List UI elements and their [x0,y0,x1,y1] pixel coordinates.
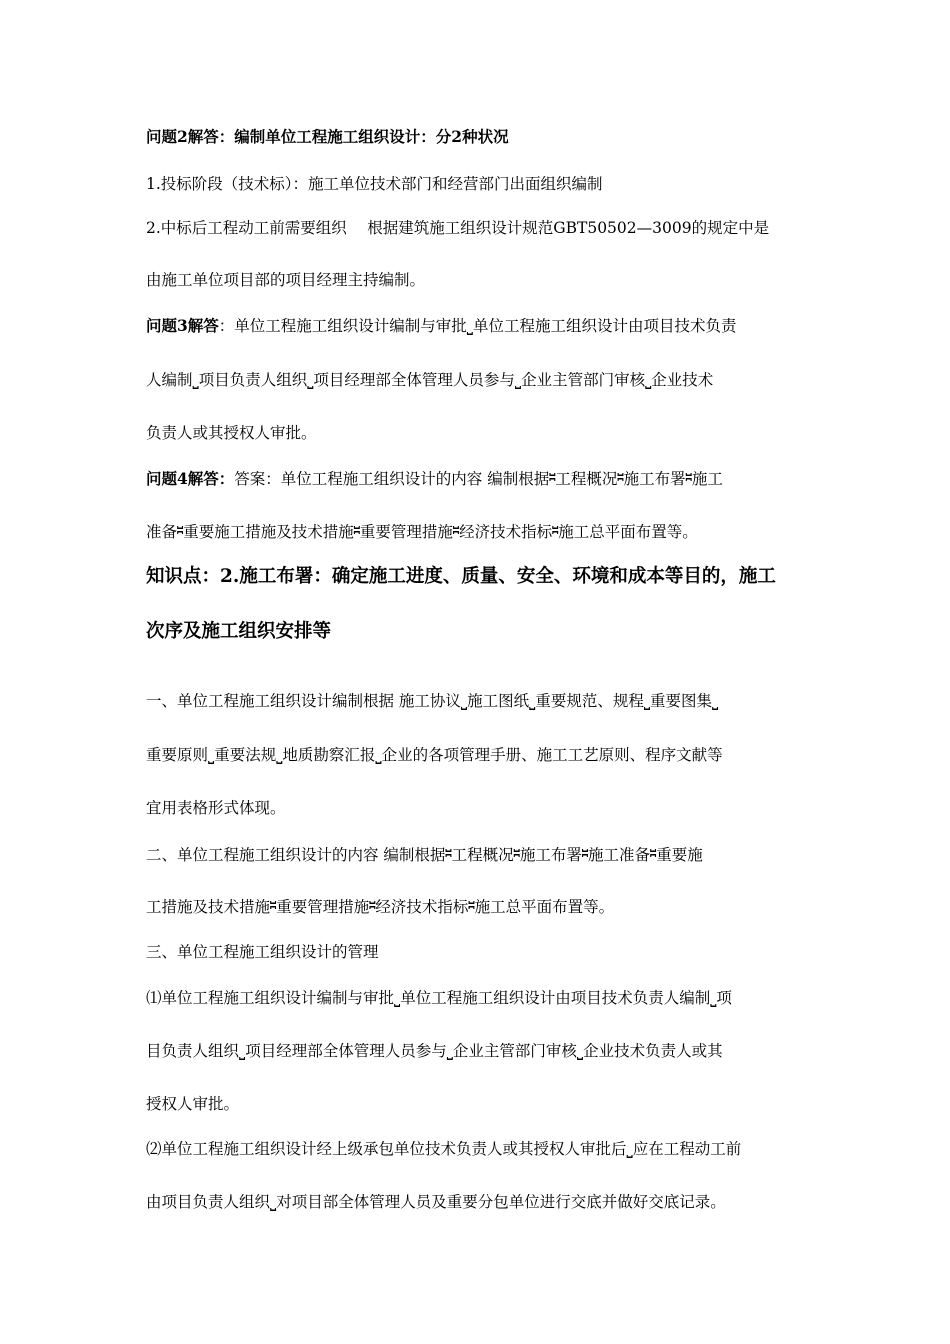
paragraph-line: 2.中标后工程动工前需要组织 根据建筑施工组织设计规范GBT50502—3009的规定中是 [146,219,770,237]
paragraph-line: 一、单位工程施工组织设计编制根据 施工协议⎵施工图纸⎵重要规范、规程⎵重要图集⎵ [146,692,719,710]
paragraph-line: 重要原则⎵重要法规⎵地质勘察汇报⎵企业的各项管理手册、施工工艺原则、程序文献等 [146,746,723,764]
answer-4-label: 问题4解答： [146,469,235,488]
answer-3-label: 问题3解答 [146,316,219,335]
paragraph-line: 目负责人组织⎵项目经理部全体管理人员参与⎵企业主管部门审核⎵企业技术负责人或其 [146,1042,723,1060]
paragraph-line: 由项目负责人组织⎵对项目部全体管理人员及重要分包单位进行交底并做好交底记录。 [146,1193,726,1211]
paragraph-line: 由施工单位项目部的项目经理主持编制。 [146,271,426,289]
paragraph-line: 工措施及技术措施⎶重要管理措施⎶经济技术指标⎶施工总平面布置等。 [146,898,615,916]
answer-4-text: 答案：单位工程施工组织设计的内容 编制根据⎶工程概况⎶施工布署⎶施工 [234,470,723,488]
paragraph-line: 人编制⎵项目负责人组织⎵项目经理部全体管理人员参与⎵企业主管部门审核⎵企业技术 [146,371,714,389]
paragraph-line: 负责人或其授权人审批。 [146,424,317,442]
paragraph-line: 宜用表格形式体现。 [146,799,286,817]
answer-3-line [146,316,826,336]
paragraph-line: 准备⎶重要施工措施及技术措施⎶重要管理措施⎶经济技术指标⎶施工总平面布置等。 [146,523,698,541]
paragraph-line: 二、单位工程施工组织设计的内容 编制根据⎶工程概况⎶施工布署⎶施工准备⎶重要施 [146,846,703,864]
answer-2-heading: 问题2解答：编制单位工程施工组织设计：分2种状况 [146,127,509,146]
paragraph-line: ⑵单位工程施工组织设计经上级承包单位技术负责人或其授权人审批后⎵应在工程动工前 [146,1140,742,1158]
answer-3-text: ：单位工程施工组织设计编制与审批⎵单位工程施工组织设计由项目技术负责 [218,317,737,335]
paragraph-line: 授权人审批。 [146,1095,240,1113]
paragraph-line: ⑴单位工程施工组织设计编制与审批⎵单位工程施工组织设计由项目技术负责人编制⎵项 [146,989,732,1007]
knowledge-point-heading-cont: 次序及施工组织安排等 [146,621,332,642]
knowledge-point-heading: 知识点：2.施工布署：确定施工进度、质量、安全、环境和成本等目的，施工 [146,566,776,587]
answer-4-line [146,469,826,489]
paragraph-line: 三、单位工程施工组织设计的管理 [146,943,379,961]
paragraph-line: 1.投标阶段（技术标）：施工单位技术部门和经营部门出面组织编制 [146,175,603,193]
